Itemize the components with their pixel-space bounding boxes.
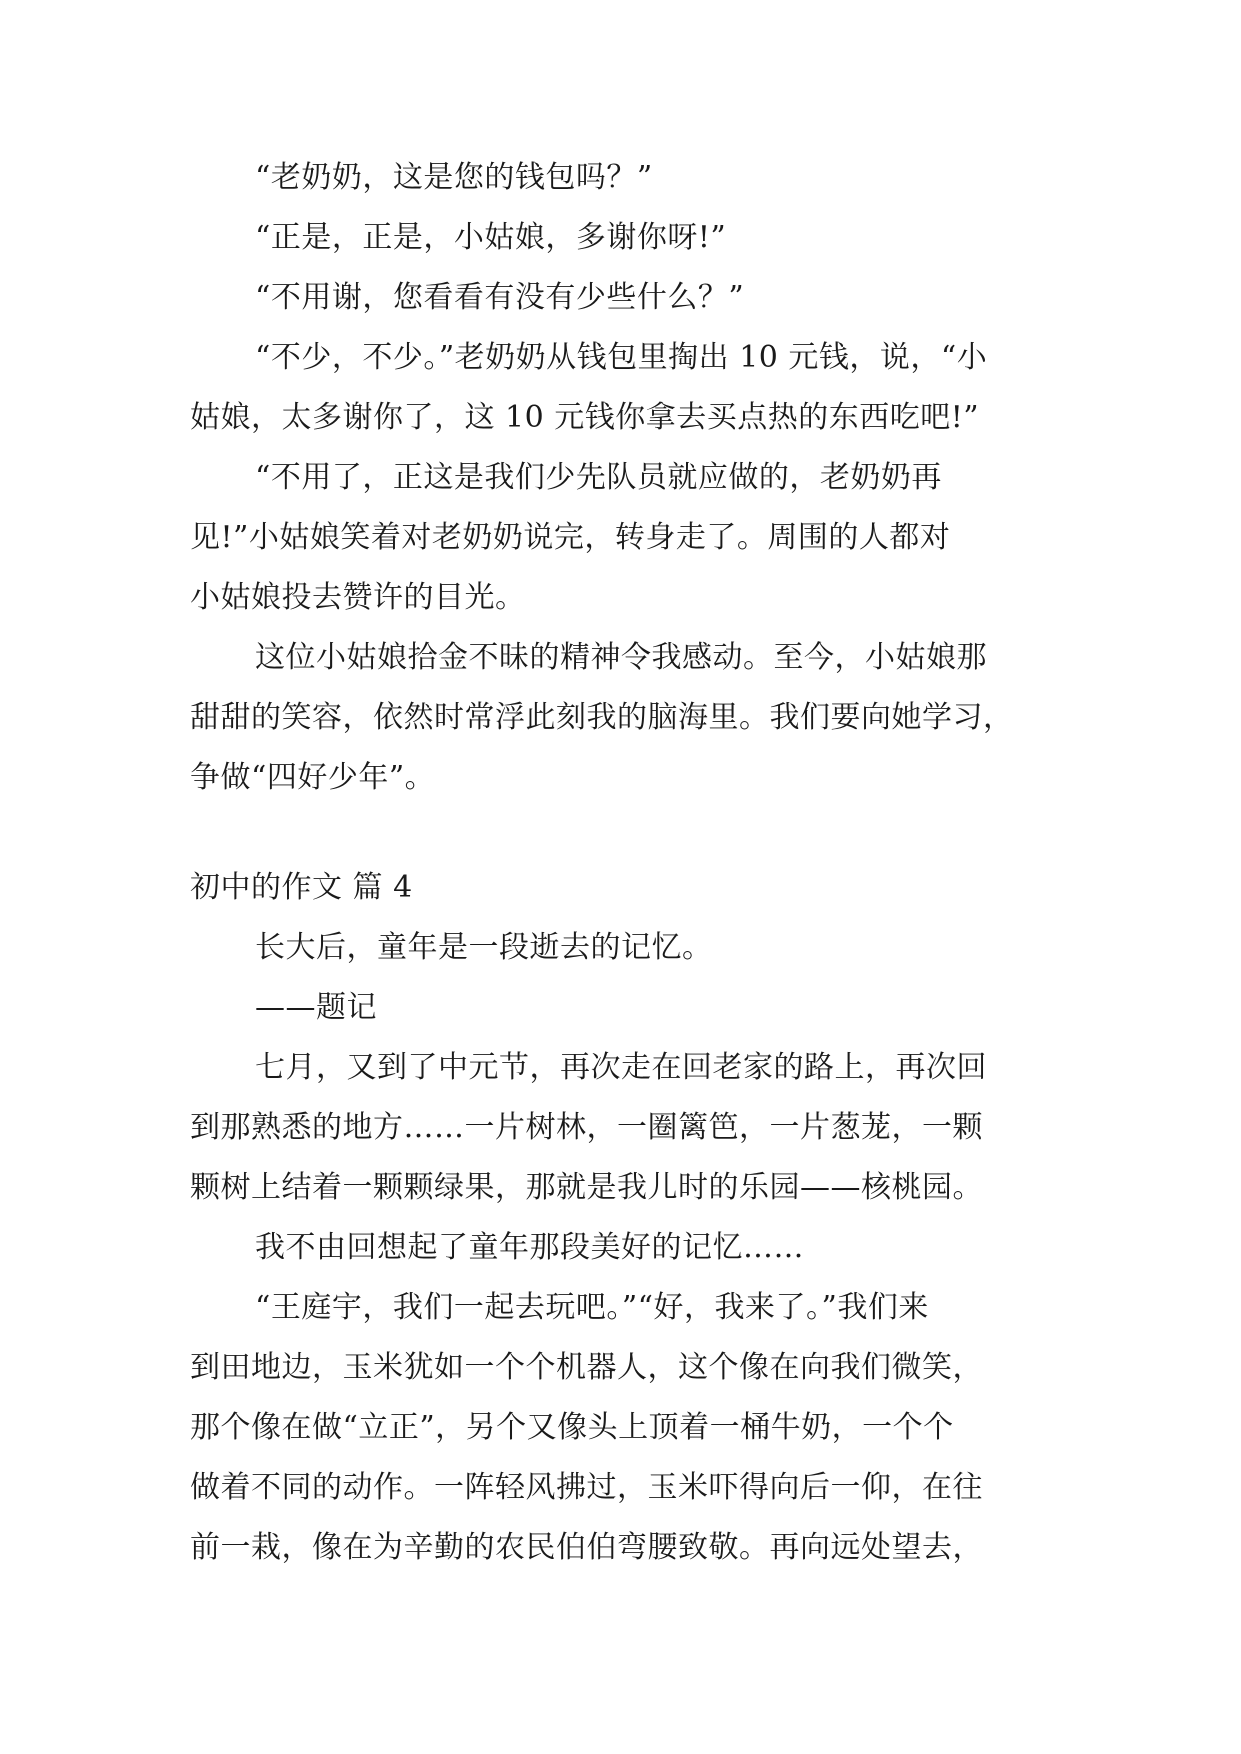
paragraph-line: “不用了，正这是我们少先队员就应做的，老奶奶再 <box>255 460 942 495</box>
paragraph-line: 那个像在做“立正”，另个又像头上顶着一桶牛奶，一个个 <box>190 1410 954 1445</box>
paragraph-line: 甜甜的笑容，依然时常浮此刻我的脑海里。我们要向她学习， <box>190 700 1014 735</box>
paragraph-line: 见!”小姑娘笑着对老奶奶说完，转身走了。周围的人都对 <box>190 520 951 555</box>
paragraph-line: “不少，不少。”老奶奶从钱包里掏出 10 元钱，说，“小 <box>255 340 988 375</box>
paragraph-line: 到田地边，玉米犹如一个个机器人，这个像在向我们微笑， <box>190 1350 983 1385</box>
paragraph-line: 七月，又到了中元节，再次走在回老家的路上，再次回 <box>255 1050 987 1085</box>
epigraph-attribution: ——题记 <box>255 990 377 1025</box>
section-heading: 初中的作文 篇 4 <box>190 870 413 905</box>
paragraph-line: 前一栽，像在为辛勤的农民伯伯弯腰致敬。再向远处望去， <box>190 1530 983 1565</box>
paragraph-line: 这位小姑娘拾金不昧的精神令我感动。至今，小姑娘那 <box>255 640 987 675</box>
paragraph-line: 颗树上结着一颗颗绿果，那就是我儿时的乐园——核桃园。 <box>190 1170 983 1205</box>
paragraph-line: 争做“四好少年”。 <box>190 760 436 795</box>
paragraph-line: 做着不同的动作。一阵轻风拂过，玉米吓得向后一仰，在往 <box>190 1470 983 1505</box>
paragraph-line: 到那熟悉的地方……一片树林，一圈篱笆，一片葱茏，一颗 <box>190 1110 983 1145</box>
paragraph-line: 小姑娘投去赞许的目光。 <box>190 580 526 615</box>
dialogue-line: “正是，正是，小姑娘，多谢你呀!” <box>255 220 727 255</box>
epigraph-line: 长大后，童年是一段逝去的记忆。 <box>255 930 713 965</box>
paragraph-line: 我不由回想起了童年那段美好的记忆…… <box>255 1230 804 1265</box>
paragraph-line: “王庭宇，我们一起去玩吧。”“好，我来了。”我们来 <box>255 1290 929 1325</box>
dialogue-line: “老奶奶，这是您的钱包吗？” <box>255 160 653 195</box>
dialogue-line: “不用谢，您看看有没有少些什么？” <box>255 280 745 315</box>
paragraph-line: 姑娘，太多谢你了，这 10 元钱你拿去买点热的东西吃吧!” <box>190 400 980 435</box>
